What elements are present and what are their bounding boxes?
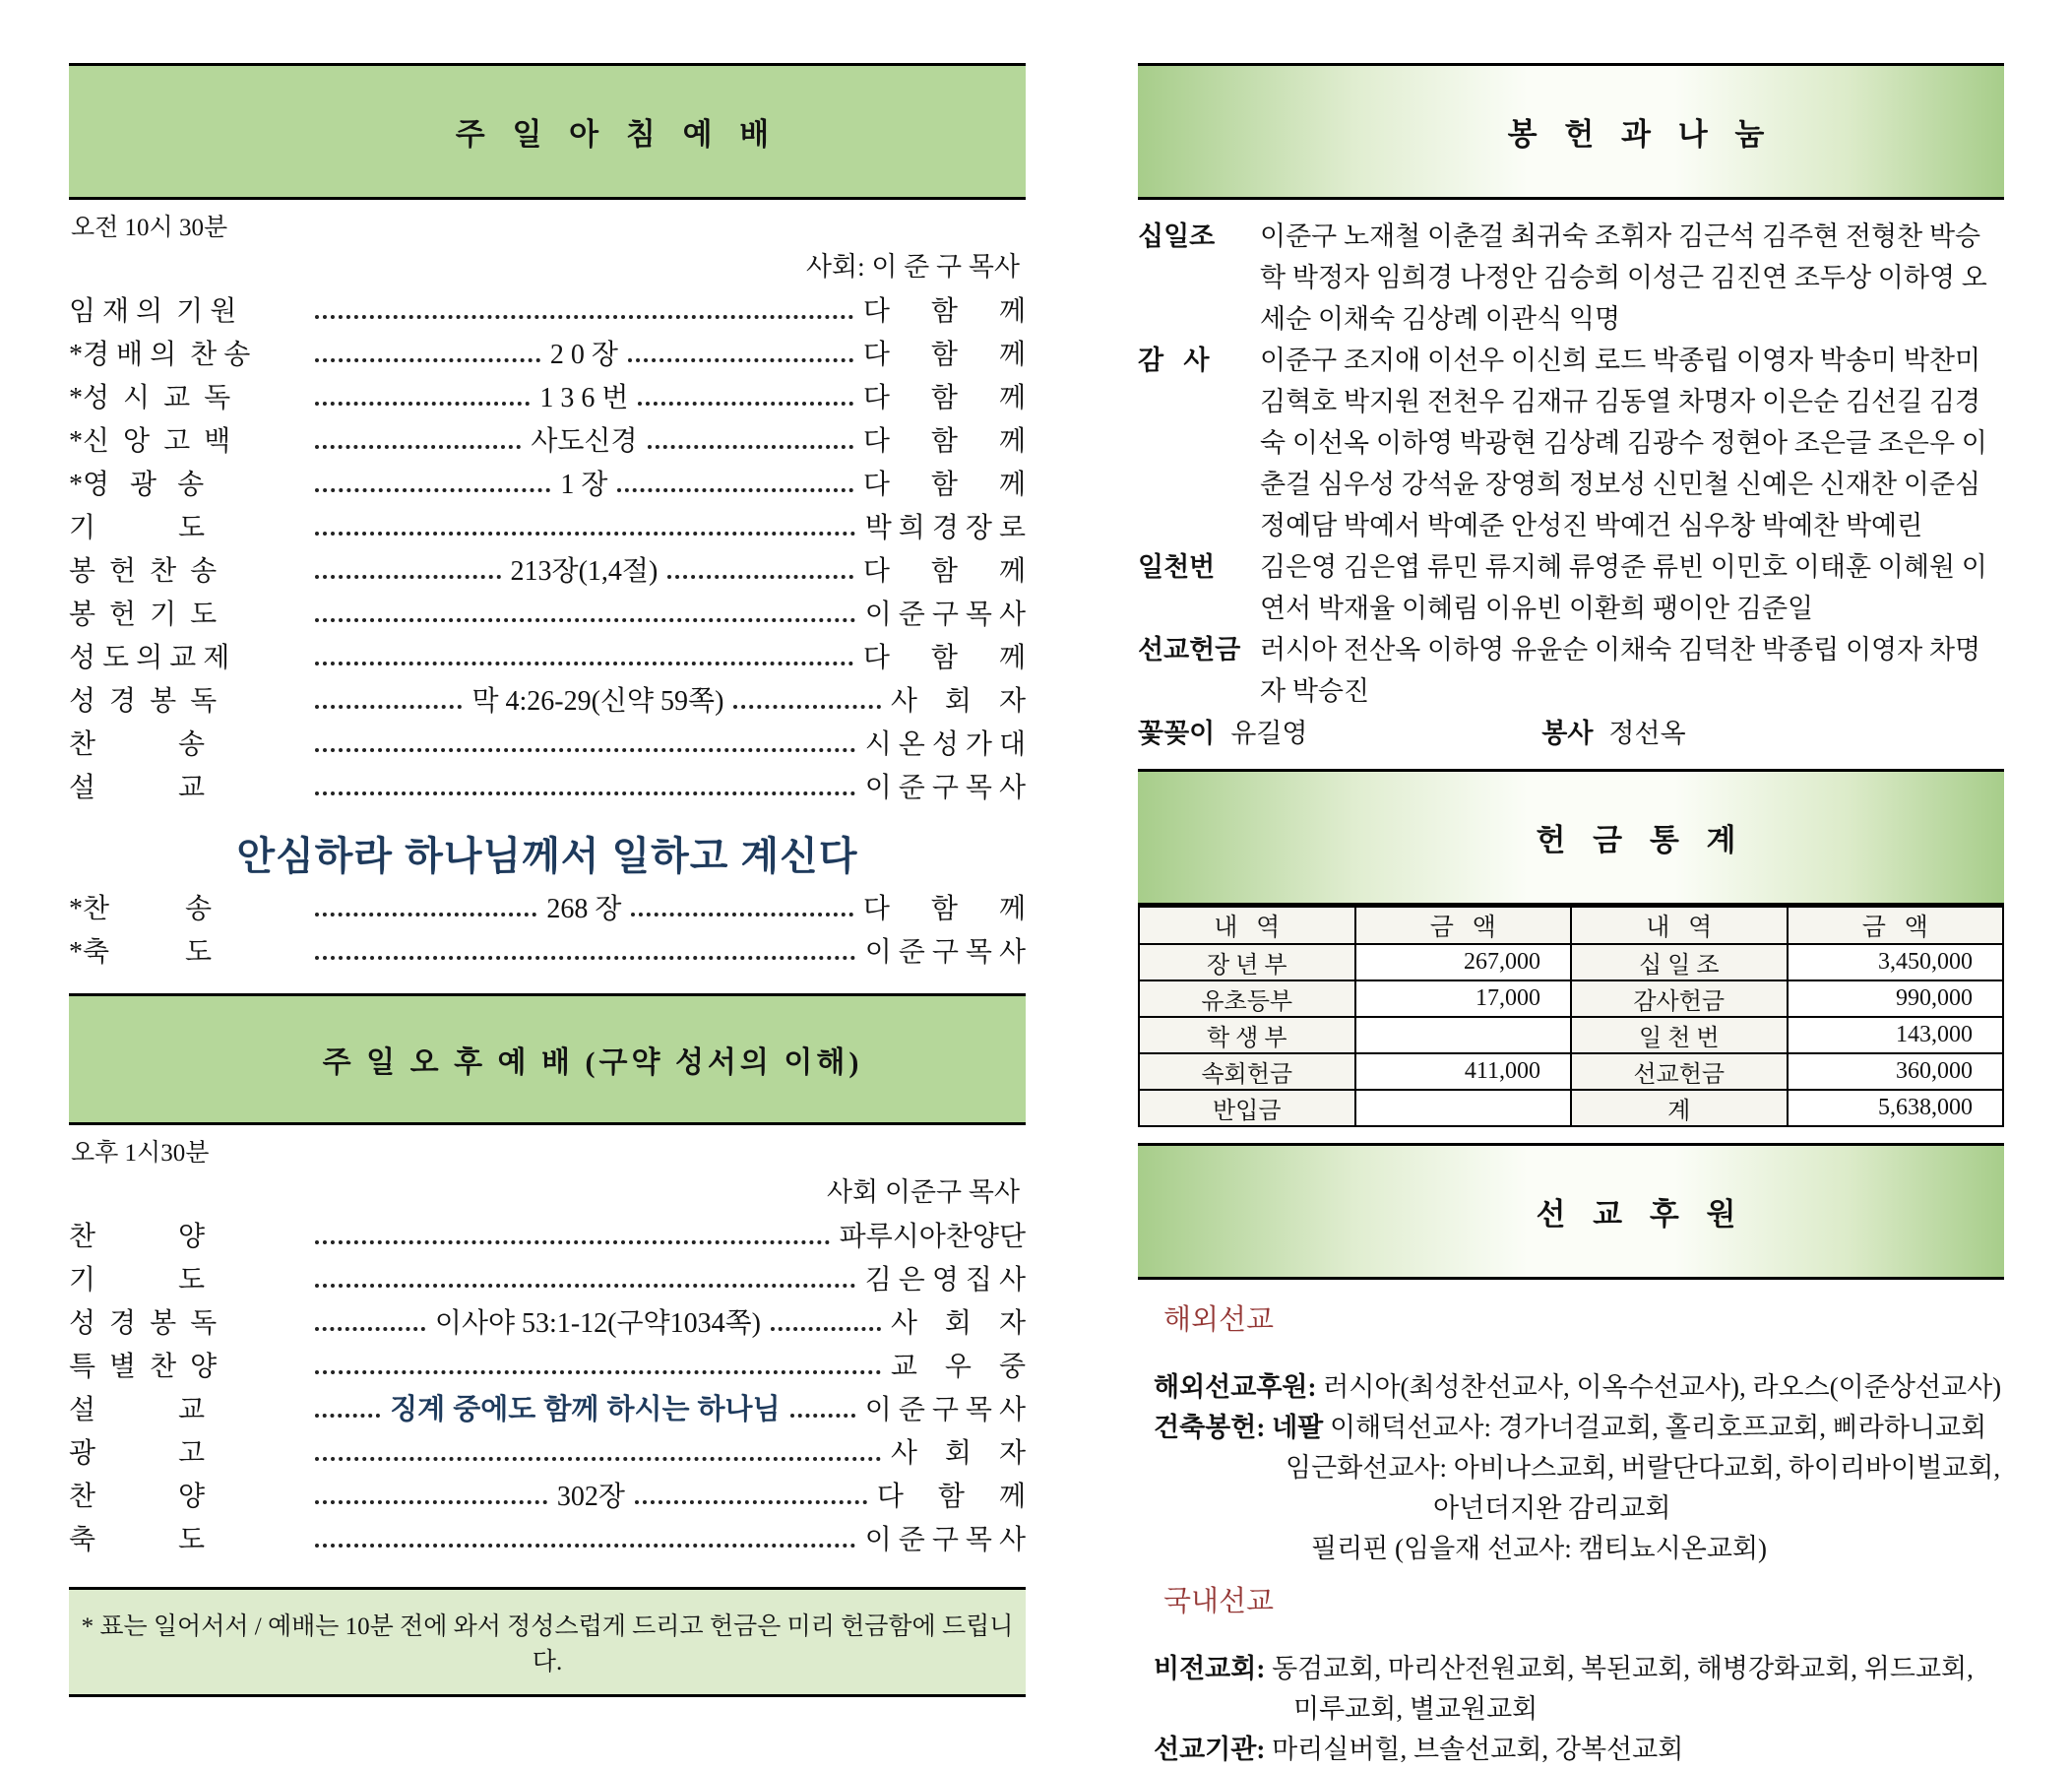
mission-line-term: 건축봉헌: <box>1154 1413 1266 1442</box>
offering-stats-table <box>1138 906 2004 1127</box>
mission-line-term: 선교기관: <box>1154 1735 1266 1764</box>
stats-amount-cell <box>1355 1017 1572 1053</box>
stats-amount-cell <box>1355 1090 1572 1126</box>
dotted-leader <box>315 913 536 917</box>
mission-title: 선 교 후 원 <box>1536 1197 1746 1232</box>
dotted-leader <box>790 1414 855 1418</box>
row-person: 다 함 께 <box>862 340 1026 370</box>
stats-header-cell: 내 역 <box>1571 907 1788 944</box>
worship-row <box>69 773 1026 803</box>
row-person: 다 함 께 <box>862 894 1026 924</box>
stats-item-cell: 계 <box>1571 1090 1788 1126</box>
stats-amount-cell: 990,000 <box>1788 980 2004 1017</box>
mission-line-text: 마리실버힐, 브솔선교회, 강복선교회 <box>1265 1735 1684 1764</box>
dotted-leader <box>315 1327 425 1331</box>
row-person: 다 함 께 <box>862 296 1026 327</box>
stats-amount-cell: 411,000 <box>1355 1053 1572 1090</box>
row-label: 광 고 <box>69 1438 206 1469</box>
row-person: 김 은 영 집 사 <box>864 1265 1026 1296</box>
stats-item-cell: 학 생 부 <box>1139 1017 1355 1053</box>
flower-term: 꽃꽂이 <box>1138 719 1216 748</box>
row-label: 성 도 의 교 제 <box>69 643 230 673</box>
worship-row <box>69 1308 1026 1339</box>
row-person: 시 온 성 가 대 <box>864 729 1026 760</box>
row-value: 1 3 6 번 <box>539 383 629 413</box>
worship-row <box>69 556 1026 587</box>
mission-line-text: 러시아(최성찬선교사, 이옥수선교사), 라오스(이준상선교사) <box>1316 1372 2002 1402</box>
stats-section <box>1138 769 2004 1127</box>
stats-amount-cell: 5,638,000 <box>1788 1090 2004 1126</box>
dotted-leader <box>667 575 853 579</box>
offering-term: 선교헌금 <box>1138 635 1241 664</box>
stats-item-cell: 속회헌금 <box>1139 1053 1355 1090</box>
mission-line-text: 동검교회, 마리산전원교회, 복된교회, 해병강화교회, 위드교회, <box>1265 1654 1974 1683</box>
row-label: 임 재 의 기 원 <box>69 296 237 327</box>
morning-order-list-after <box>69 894 1026 968</box>
stats-amount-cell: 267,000 <box>1355 944 1572 980</box>
row-person: 이 준 구 목 사 <box>864 1395 1027 1425</box>
offering-header <box>1138 63 2004 200</box>
row-label: *영 광 송 <box>69 470 205 500</box>
worship-row <box>69 937 1026 968</box>
dotted-leader <box>635 1500 867 1504</box>
stats-amount-cell: 3,450,000 <box>1788 944 2004 980</box>
morning-moderator: 사회: 이 준 구 목사 <box>805 252 1020 282</box>
row-person: 박 희 경 장 로 <box>864 513 1026 543</box>
offering-term: 일천번 <box>1138 552 1216 582</box>
row-label: 찬 송 <box>69 729 206 760</box>
stats-item-cell: 일 천 번 <box>1571 1017 1788 1053</box>
dotted-leader <box>315 575 501 579</box>
stats-item-cell: 반입금 <box>1139 1090 1355 1126</box>
afternoon-service-time: 오후 1시30분 <box>71 1140 210 1167</box>
dotted-leader <box>315 618 855 622</box>
afternoon-service-header <box>69 993 1026 1125</box>
dotted-leader <box>638 402 852 406</box>
dotted-leader <box>648 445 853 449</box>
row-person: 교 우 중 <box>890 1352 1026 1382</box>
row-value: 사도신경 <box>531 426 638 457</box>
stats-header-cell: 금 액 <box>1355 907 1572 944</box>
dotted-leader <box>628 358 853 362</box>
dotted-leader <box>315 1240 830 1244</box>
afternoon-moderator: 사회 이준구 목사 <box>826 1177 1020 1207</box>
stats-header <box>1138 769 2004 906</box>
offering-entry <box>1138 546 2004 629</box>
dotted-leader <box>315 445 521 449</box>
row-person: 이 준 구 목 사 <box>864 937 1026 968</box>
worship-row <box>69 600 1026 630</box>
stats-item-cell: 선교헌금 <box>1571 1053 1788 1090</box>
mission-line-text: 필리핀 (임을재 선교사: 캠티뇨시온교회) <box>1311 1534 1768 1563</box>
offering-entry <box>1138 340 2004 546</box>
dotted-leader <box>315 488 550 492</box>
mission-line-term: 네팔 <box>1272 1413 1324 1442</box>
stats-amount-cell: 360,000 <box>1788 1053 2004 1090</box>
dotted-leader <box>315 358 540 362</box>
row-person: 파루시아찬양단 <box>839 1222 1026 1252</box>
domestic-mission-list <box>1138 1649 2004 1770</box>
dotted-leader <box>631 913 852 917</box>
service-person: 정선옥 <box>1608 719 1686 748</box>
afternoon-service-title: 주 일 오 후 예 배 (구약 성서의 이해) <box>322 1046 863 1079</box>
stats-item-cell: 십 일 조 <box>1571 944 1788 980</box>
row-person: 다 함 께 <box>862 556 1026 587</box>
worship-row <box>69 340 1026 370</box>
dotted-leader <box>315 1284 855 1288</box>
worship-row <box>69 894 1026 924</box>
row-label: *성 시 교 독 <box>69 383 231 413</box>
stats-row <box>1139 980 2003 1017</box>
mission-line-term: 해외선교후원: <box>1154 1372 1317 1402</box>
worship-row <box>69 1525 1026 1555</box>
row-label: 성 경 봉 독 <box>69 1308 218 1339</box>
stats-item-cell: 유초등부 <box>1139 980 1355 1017</box>
dotted-leader <box>733 705 880 709</box>
stats-row <box>1139 944 2003 980</box>
stats-header-cell: 내 역 <box>1139 907 1355 944</box>
mission-line-text: 임근화선교사: 아비나스교회, 버랄단다교회, 하이리바이벌교회, <box>1286 1453 2001 1483</box>
dotted-leader <box>315 402 530 406</box>
row-value: 2 0 장 <box>549 340 618 370</box>
offering-names: 이준구 노재철 이춘걸 최귀숙 조휘자 김근석 김주현 전형찬 박승학 박정자 임희경 나정안 김승희 이성근 김진연 조두상 이하영 오세순 이채숙 김상례 이관식 익명 <box>1260 221 1987 334</box>
row-label: 성 경 봉 독 <box>69 686 218 717</box>
flower-service-row <box>1138 712 2004 755</box>
dotted-leader <box>315 791 855 795</box>
row-person: 다 함 께 <box>876 1482 1026 1512</box>
mission-line-text: 이해덕선교사: 경가너걸교회, 홀리호프교회, 삐라하니교회 <box>1323 1413 1987 1442</box>
morning-service-title: 주 일 아 침 예 배 <box>455 117 780 152</box>
row-person: 사 회 자 <box>890 1308 1027 1339</box>
row-value: 막 4:26-29(신약 59쪽) <box>471 686 724 717</box>
worship-row <box>69 1482 1026 1512</box>
row-label: 특 별 찬 양 <box>69 1352 218 1382</box>
row-label: 봉 헌 찬 송 <box>69 556 218 587</box>
mission-line <box>1138 1730 2004 1770</box>
mission-header <box>1138 1143 2004 1280</box>
row-label: *축 도 <box>69 937 213 968</box>
offering-list <box>1138 216 2004 712</box>
row-value: 268 장 <box>546 894 622 924</box>
dotted-leader <box>315 532 855 536</box>
worship-row <box>69 643 1026 673</box>
row-person: 사 회 자 <box>890 1438 1026 1469</box>
row-person: 사 회 자 <box>890 686 1027 717</box>
worship-row <box>69 729 1026 760</box>
offering-entry <box>1138 629 2004 712</box>
dotted-leader <box>315 1414 380 1418</box>
offering-names: 러시아 전산옥 이하영 유윤순 이채숙 김덕찬 박종립 이영자 차명자 박승진 <box>1260 635 1981 706</box>
afternoon-service-section <box>69 993 1026 1555</box>
row-value: 302장 <box>556 1482 625 1512</box>
row-label: 축 도 <box>69 1525 206 1555</box>
left-column <box>69 63 1026 1697</box>
offering-names: 김은영 김은엽 류민 류지혜 류영준 류빈 이민호 이태훈 이혜원 이연서 박재율 이혜림 이유빈 이환희 팽이안 김준일 <box>1260 552 1987 623</box>
worship-row <box>69 1395 1026 1425</box>
stats-item-cell: 감사헌금 <box>1571 980 1788 1017</box>
row-person: 이 준 구 목 사 <box>864 600 1026 630</box>
offering-section <box>1138 63 2004 755</box>
stats-amount-cell: 17,000 <box>1355 980 1572 1017</box>
stats-row <box>1139 1090 2003 1126</box>
worship-row <box>69 686 1026 717</box>
service-term: 봉사 <box>1541 719 1594 748</box>
mission-line <box>1138 1448 2004 1488</box>
stats-header-cell: 금 액 <box>1788 907 2004 944</box>
offering-term: 십일조 <box>1138 221 1216 251</box>
mission-line <box>1138 1649 2004 1689</box>
worship-row <box>69 1222 1026 1252</box>
right-column <box>1138 63 2004 1770</box>
row-value: 이사야 53:1-12(구약1034쪽) <box>434 1308 761 1339</box>
sermon-title-inline: 징계 중에도 함께 하시는 하나님 <box>390 1394 781 1425</box>
dotted-leader <box>315 748 855 752</box>
worship-row <box>69 1352 1026 1382</box>
offering-title: 봉 헌 과 나 눔 <box>1507 117 1775 152</box>
morning-order-list <box>69 296 1026 803</box>
row-label: 기 도 <box>69 513 206 543</box>
dotted-leader <box>315 315 853 319</box>
dotted-leader <box>315 956 855 960</box>
offering-names: 이준구 조지애 이선우 이신희 로드 박종립 이영자 박송미 박찬미 김혁호 박지원 전천우 김재규 김동열 차명자 이은순 김선길 김경숙 이선옥 이하영 박광현 김상례 김광수 정현아 조은글 조은우 이춘걸 심우성 강석윤 장영희 정보성 신민철 신예은 신재찬 이준심 정예담 박예서 박예준 안성진 박예건 심우창 박예찬 박예린 <box>1260 346 1987 540</box>
worship-row <box>69 426 1026 457</box>
offering-term: 감 사 <box>1138 346 1210 375</box>
morning-service-header <box>69 63 1026 200</box>
stats-header-row <box>1139 907 2003 944</box>
row-person: 이 준 구 목 사 <box>864 1525 1026 1555</box>
dotted-leader <box>315 1457 881 1461</box>
row-label: 찬 양 <box>69 1222 206 1252</box>
stats-item-cell: 장 년 부 <box>1139 944 1355 980</box>
mission-line <box>1138 1488 2004 1529</box>
flower-person: 유길영 <box>1230 719 1308 748</box>
dotted-leader <box>315 1500 547 1504</box>
dotted-leader <box>617 488 852 492</box>
afternoon-order-list <box>69 1222 1026 1555</box>
row-label: 설 교 <box>69 1395 206 1425</box>
stats-row <box>1139 1017 2003 1053</box>
stats-amount-cell: 143,000 <box>1788 1017 2004 1053</box>
morning-service-section <box>69 63 1026 968</box>
mission-line <box>1138 1529 2004 1569</box>
dotted-leader <box>315 1370 881 1374</box>
stats-title: 헌 금 통 계 <box>1536 823 1746 857</box>
dotted-leader <box>315 662 853 665</box>
mission-line-text: 미루교회, 별교원교회 <box>1293 1694 1538 1724</box>
worship-row <box>69 1438 1026 1469</box>
row-value: 213장(1,4절) <box>510 556 659 587</box>
mission-line-term: 비전교회: <box>1154 1654 1266 1683</box>
dotted-leader <box>315 1544 855 1548</box>
standing-note: * 표는 일어서서 / 예배는 10분 전에 와서 정성스럽게 드리고 헌금은 미리 헌금함에 드립니다. <box>69 1587 1026 1697</box>
worship-row <box>69 296 1026 327</box>
row-label: *찬 송 <box>69 894 213 924</box>
row-value: 1 장 <box>560 470 608 500</box>
mission-line <box>1138 1689 2004 1730</box>
mission-line <box>1138 1408 2004 1448</box>
overseas-mission-list <box>1138 1367 2004 1569</box>
row-label: 찬 양 <box>69 1482 206 1512</box>
morning-sermon-title: 안심하라 하나님께서 일하고 계신다 <box>236 835 858 878</box>
row-label: 기 도 <box>69 1265 206 1296</box>
mission-section <box>1138 1143 2004 1770</box>
domestic-mission-heading: 국내선교 <box>1163 1586 1275 1617</box>
row-label: *경 배 의 찬 송 <box>69 340 251 370</box>
row-person: 다 함 께 <box>862 426 1027 457</box>
dotted-leader <box>771 1327 881 1331</box>
stats-row <box>1139 1053 2003 1090</box>
row-person: 다 함 께 <box>862 643 1026 673</box>
row-person: 다 함 께 <box>862 383 1026 413</box>
row-label: 설 교 <box>69 773 206 803</box>
overseas-mission-heading: 해외선교 <box>1163 1304 1275 1336</box>
worship-row <box>69 1265 1026 1296</box>
mission-line <box>1138 1367 2004 1408</box>
dotted-leader <box>315 705 462 709</box>
row-person: 다 함 께 <box>862 470 1026 500</box>
worship-row <box>69 513 1026 543</box>
row-label: 봉 헌 기 도 <box>69 600 218 630</box>
offering-entry <box>1138 216 2004 340</box>
worship-row <box>69 470 1026 500</box>
worship-row <box>69 383 1026 413</box>
morning-service-time: 오전 10시 30분 <box>71 215 228 241</box>
row-person: 이 준 구 목 사 <box>864 773 1026 803</box>
row-label: *신 앙 고 백 <box>69 426 231 457</box>
mission-line-text: 아넌더지완 감리교회 <box>1433 1493 1671 1523</box>
